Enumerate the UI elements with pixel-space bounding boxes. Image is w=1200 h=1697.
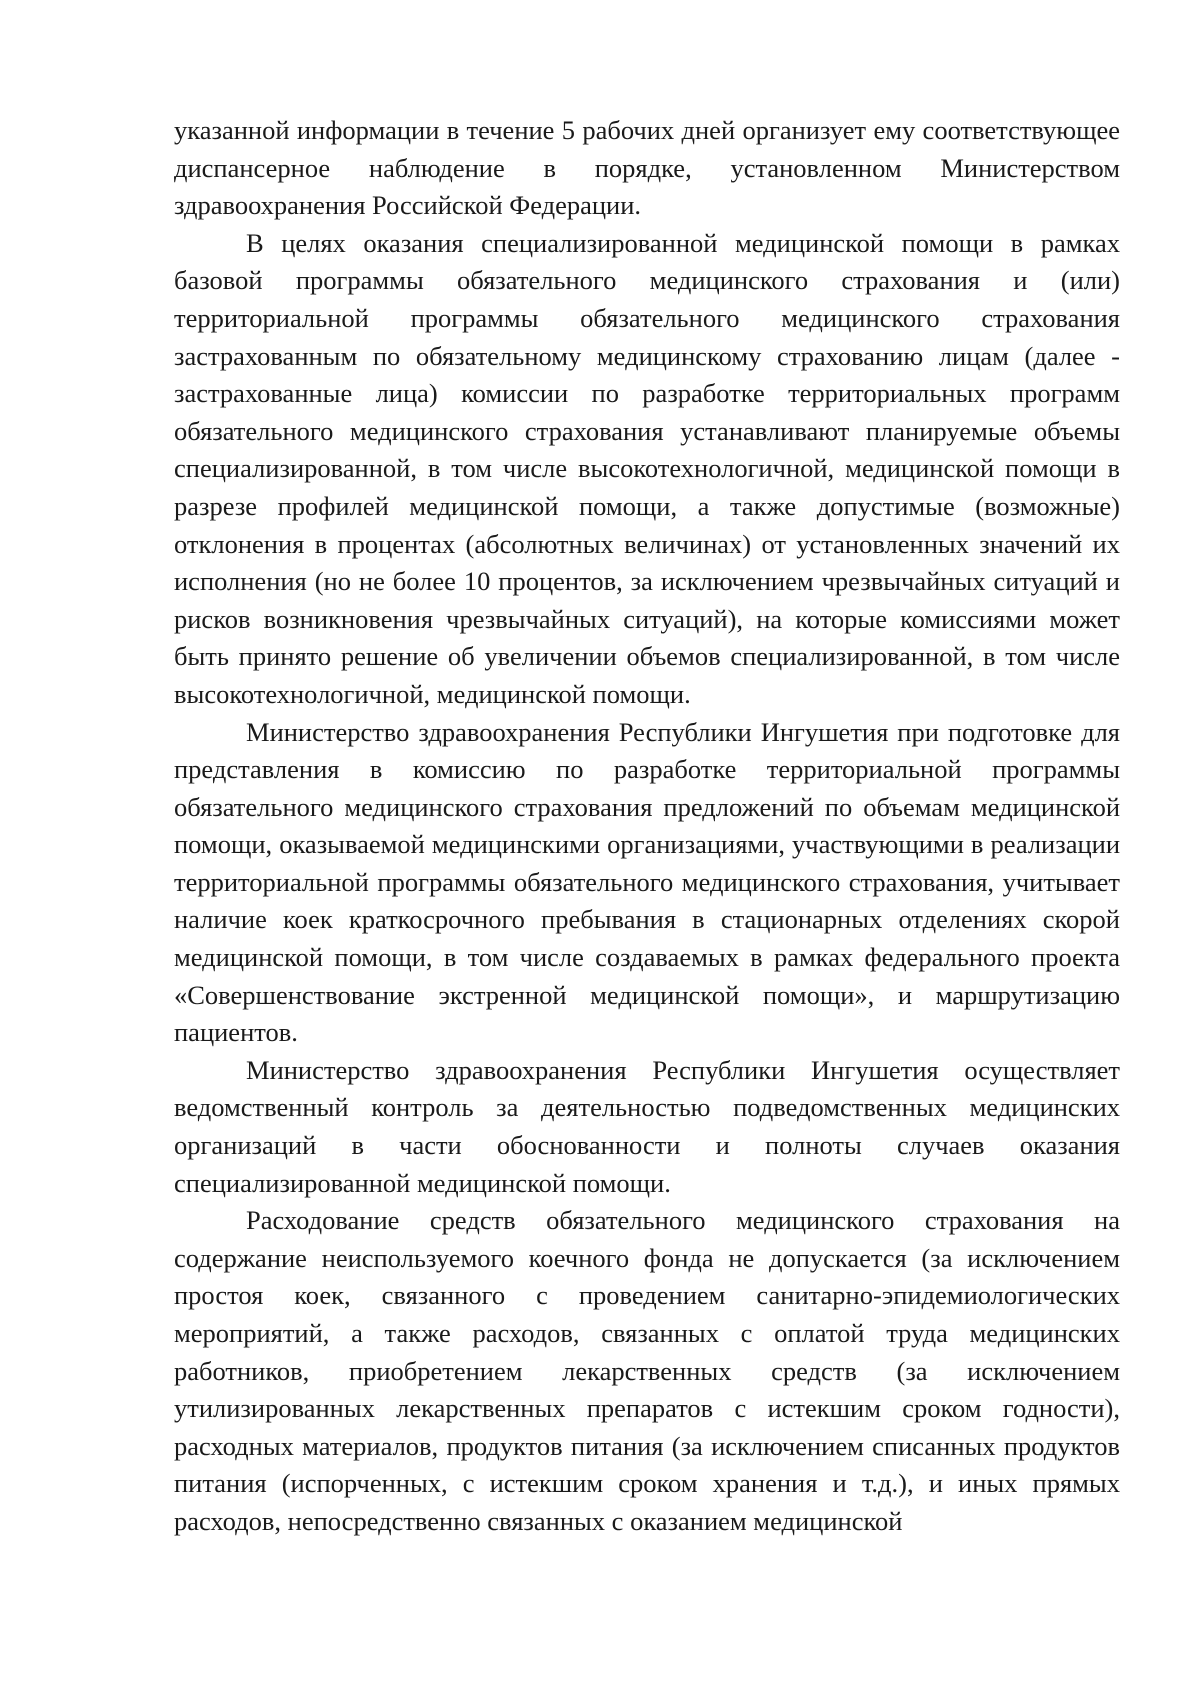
paragraph-1: указанной информации в течение 5 рабочих дней организует ему соответствующее диспансерное наблюдение в порядке, установленном Министерством здравоохранения Российской Федерации.	[174, 115, 1120, 221]
paragraph-2: В целях оказания специализированной медицинской помощи в рамках базовой программы обязательного медицинского страхования и (или) территориальной программы обязательного медицинского страхования застрахованным по обязательному медицинскому страхованию лицам (далее - застрахованные лица) комиссии по разработке территориальных программ обязательного медицинского страхования устанавливают планируемые объемы специализированной, в том числе высокотехнологичной, медицинской помощи в разрезе профилей медицинской помощи, а также допустимые (возможные) отклонения в процентах (абсолютных величинах) от установленных значений их исполнения (но не более 10 процентов, за исключением чрезвычайных ситуаций и рисков возникновения чрезвычайных ситуаций), на которые комиссиями может быть принято решение об увеличении объемов специализированной, в том числе высокотехнологичной, медицинской помощи.	[174, 227, 1120, 709]
paragraph-3: Министерство здравоохранения Республики Ингушетия при подготовке для представления в комиссию по разработке территориальной программы обязательного медицинского страхования предложений по объемам медицинской помощи, оказываемой медицинскими организациями, участвующими в реализации территориальной программы обязательного медицинского страхования, учитывает наличие коек краткосрочного пребывания в стационарных отделениях скорой медицинской помощи, в том числе создаваемых в рамках федерального проекта «Совершенствование экстренной медицинской помощи», и маршрутизацию пациентов.	[174, 716, 1120, 1048]
paragraph-4: Министерство здравоохранения Республики Ингушетия осуществляет ведомственный контроль за деятельностью подведомственных медицинских организаций в части обоснованности и полноты случаев оказания специализированной медицинской помощи.	[174, 1054, 1120, 1198]
body-text	[174, 112, 1120, 1541]
paragraph-5: Расходование средств обязательного медицинского страхования на содержание неиспользуемого коечного фонда не допускается (за исключением простоя коек, связанного с проведением санитарно-эпидемиологических мероприятий, а также расходов, связанных с оплатой труда медицинских работников, приобретением лекарственных средств (за исключением утилизированных лекарственных препаратов с истекшим сроком годности), расходных материалов, продуктов питания (за исключением списанных продуктов питания (испорченных, с истекшим сроком хранения и т.д.), и иных прямых расходов, непосредственно связанных с оказанием медицинской	[174, 1205, 1120, 1536]
